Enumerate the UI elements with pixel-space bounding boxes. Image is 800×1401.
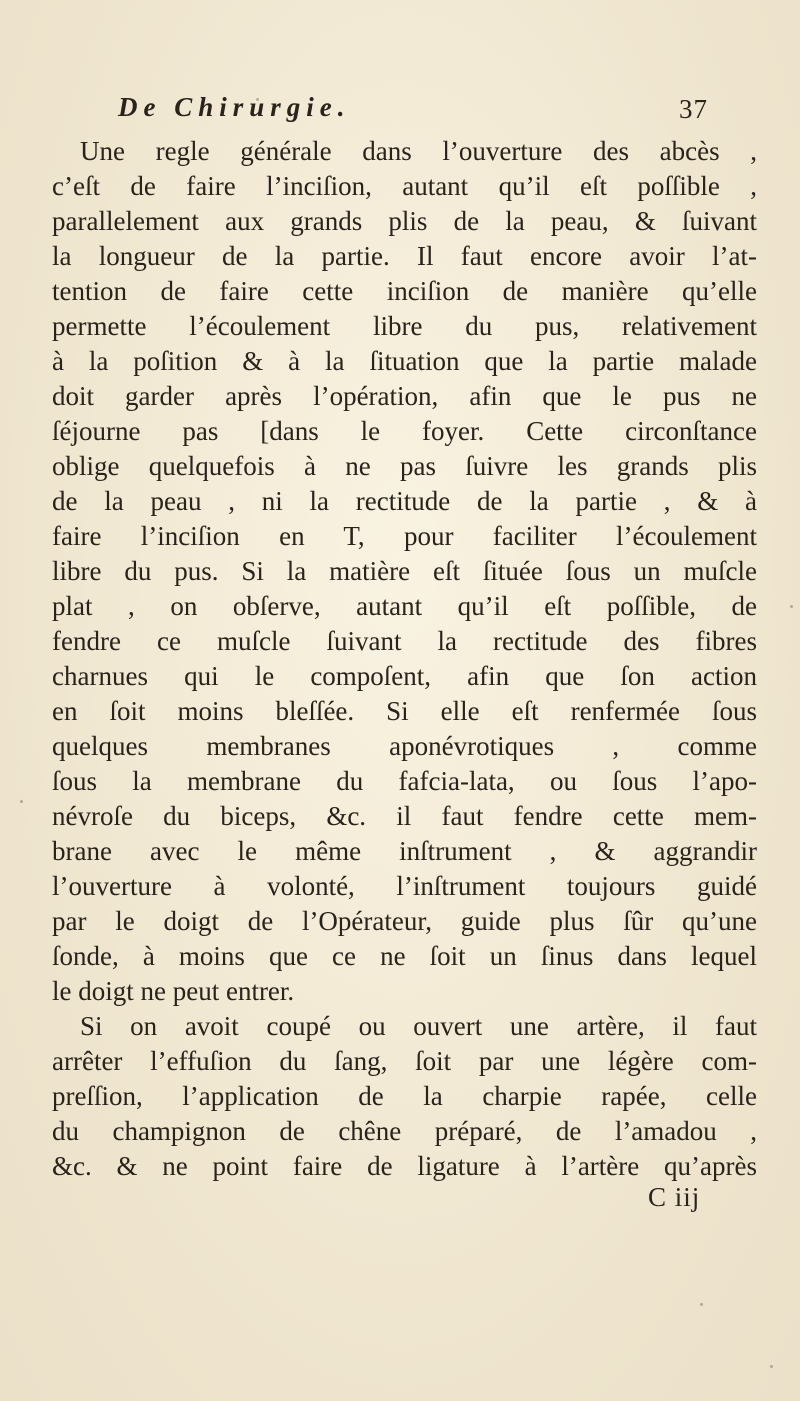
- text-line: névroſe du biceps, &c. il faut fendre cette mem-: [52, 801, 757, 831]
- text-line: Une regle générale dans l’ouverture des abcès ,: [80, 136, 757, 166]
- text-line: ſous la membrane du fafcia-lata, ou ſous l’apo-: [52, 766, 757, 796]
- text-line: quelques membranes aponévrotiques , comme: [52, 731, 757, 761]
- text-line: plat , on obſerve, autant qu’il eſt poſſible, de: [52, 591, 757, 621]
- text-line: ſonde, à moins que ce ne ſoit un ſinus dans lequel: [52, 941, 757, 971]
- text-line: ſéjourne pas [dans le foyer. Cette circonſtance: [52, 416, 757, 446]
- text-line: Si on avoit coupé ou ouvert une artère, il faut: [80, 1011, 757, 1041]
- text-line: le doigt ne peut entrer.: [52, 976, 295, 1006]
- paper-speck: [770, 1365, 773, 1368]
- text-line: &c. & ne point faire de ligature à l’artère qu’après: [52, 1151, 757, 1181]
- text-line: à la poſition & à la ſituation que la partie malade: [52, 346, 757, 376]
- text-line: permette l’écoulement libre du pus, relativement: [52, 311, 757, 341]
- running-title: De Chirurgie.: [118, 92, 351, 122]
- text-line: arrêter l’effuſion du ſang, ſoit par une légère com-: [52, 1046, 757, 1076]
- text-line: oblige quelquefois à ne pas ſuivre les grands plis: [52, 451, 757, 481]
- text-line: la longueur de la partie. Il faut encore avoir l’at-: [52, 241, 757, 271]
- body-text: [52, 134, 757, 1184]
- running-head: [118, 92, 708, 132]
- text-line: charnues qui le compoſent, afin que ſon action: [52, 661, 757, 691]
- text-line: tention de faire cette inciſion de manière qu’elle: [52, 276, 757, 306]
- text-line: de la peau , ni la rectitude de la partie , & à: [52, 486, 757, 516]
- paper-speck: [20, 800, 23, 803]
- signature-mark: C iij: [648, 1182, 701, 1212]
- text-line: du champignon de chêne préparé, de l’amadou ,: [52, 1116, 757, 1146]
- paper-speck: [790, 605, 793, 608]
- text-line: parallelement aux grands plis de la peau, & ſuivant: [52, 206, 757, 236]
- text-line: c’eſt de faire l’inciſion, autant qu’il eſt poſſible ,: [52, 171, 757, 201]
- text-line: l’ouverture à volonté, l’inſtrument toujours guidé: [52, 871, 757, 901]
- text-line: preſſion, l’application de la charpie rapée, celle: [52, 1081, 757, 1111]
- page-number: 37: [679, 94, 708, 124]
- text-line: fendre ce muſcle ſuivant la rectitude des fibres: [52, 626, 757, 656]
- text-line: libre du pus. Si la matière eſt ſituée ſous un muſcle: [52, 556, 757, 586]
- paper-speck: [700, 1303, 703, 1306]
- text-line: brane avec le même inſtrument , & aggrandir: [52, 836, 757, 866]
- text-line: en ſoit moins bleſſée. Si elle eſt renfermée ſous: [52, 696, 757, 726]
- text-line: par le doigt de l’Opérateur, guide plus ſûr qu’une: [52, 906, 757, 936]
- text-line: doit garder après l’opération, afin que le pus ne: [52, 381, 757, 411]
- text-line: faire l’inciſion en T, pour faciliter l’écoulement: [52, 521, 757, 551]
- paper-speck: [256, 98, 259, 101]
